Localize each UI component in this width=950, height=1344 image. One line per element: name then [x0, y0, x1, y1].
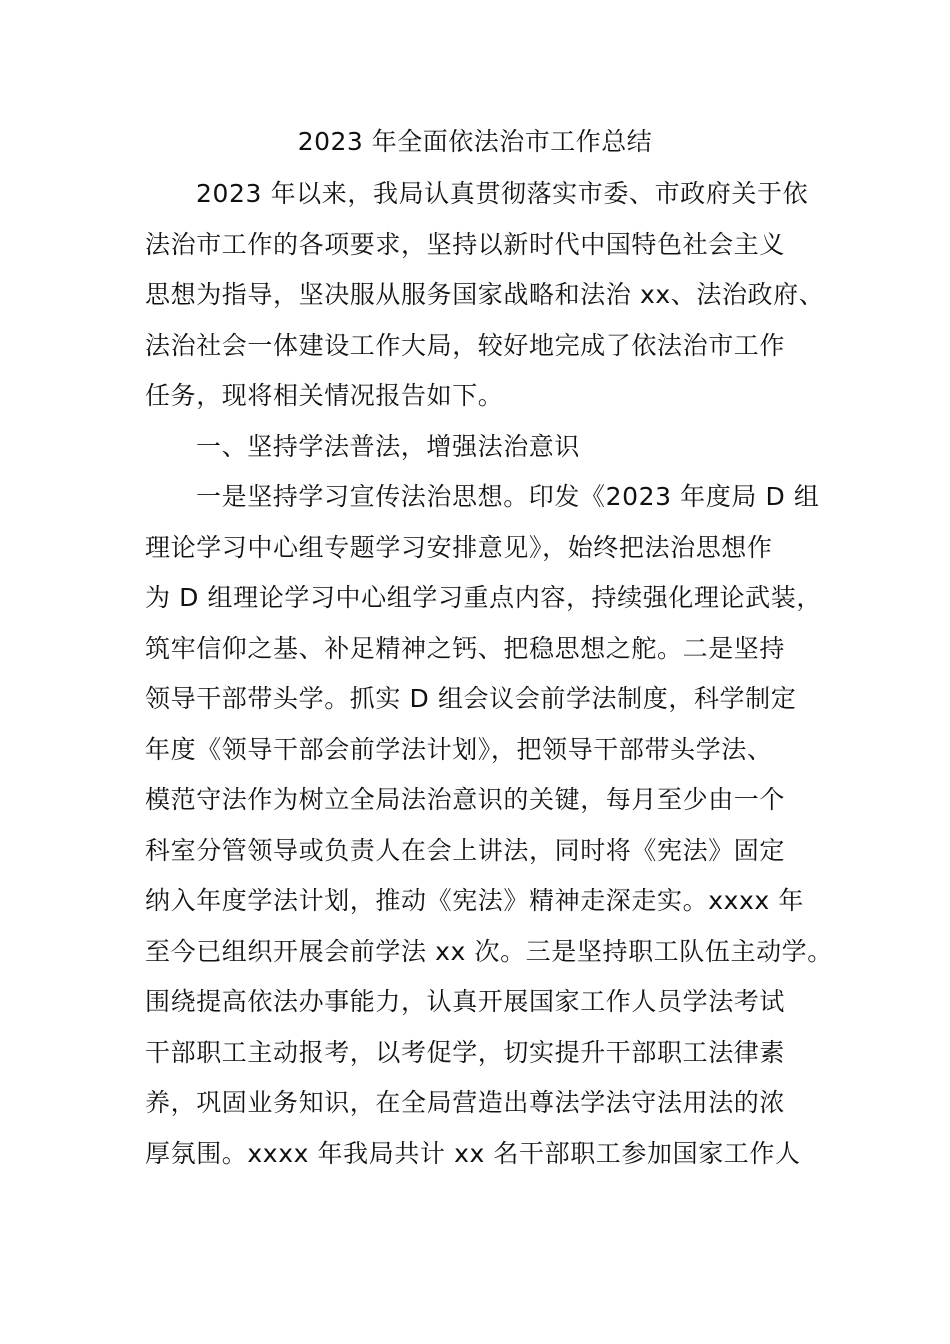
document-title: 2023 年全面依法治市工作总结: [297, 127, 653, 156]
paragraph-line: 至今已组织开展会前学法 xx 次。三是坚持职工队伍主动学。: [145, 936, 833, 966]
paragraph-line: 模范守法作为树立全局法治意识的关键，每月至少由一个: [145, 785, 786, 814]
paragraph-line: 2023 年以来，我局认真贯彻落实市委、市政府关于依: [196, 179, 809, 208]
document-body: [145, 174, 835, 1184]
paragraph-line: 任务，现将相关情况报告如下。: [145, 381, 504, 410]
paragraph-line: 干部职工主动报考，以考促学，切实提升干部职工法律素: [145, 1037, 786, 1067]
paragraph-line: 围绕提高依法办事能力，认真开展国家工作人员学法考试: [145, 987, 786, 1016]
paragraph-line: 厚氛围。xxxx 年我局共计 xx 名干部职工参加国家工作人: [145, 1138, 801, 1168]
paragraph-line: 一是坚持学习宣传法治思想。印发《2023 年度局 D 组: [196, 482, 820, 511]
paragraph-line: 思想为指导，坚决服从服务国家战略和法治 xx、法治政府、: [145, 280, 825, 309]
paragraph-line: 法治社会一体建设工作大局，较好地完成了依法治市工作: [145, 330, 786, 360]
section-heading: 一、坚持学法普法，增强法治意识: [196, 431, 581, 461]
paragraph-line: 科室分管领导或负责人在会上讲法，同时将《宪法》固定: [145, 835, 786, 865]
paragraph-line: 年度《领导干部会前学法计划》，把领导干部带头学法、: [145, 734, 773, 764]
paragraph-line: 养，巩固业务知识，在全局营造出尊法学法守法用法的浓: [145, 1088, 786, 1117]
paragraph-line: 纳入年度学法计划，推动《宪法》精神走深走实。xxxx 年: [145, 886, 804, 915]
paragraph-line: 理论学习中心组专题学习安排意见》，始终把法治思想作: [145, 532, 773, 562]
paragraph-line: 领导干部带头学。抓实 D 组会议会前学法制度，科学制定: [145, 684, 797, 713]
paragraph-line: 筑牢信仰之基、补足精神之钙、把稳思想之舵。二是坚持: [145, 633, 786, 663]
paragraph-line: 为 D 组理论学习中心组学习重点内容，持续强化理论武装，: [145, 583, 822, 612]
paragraph-line: 法治市工作的各项要求，坚持以新时代中国特色社会主义: [145, 229, 786, 259]
